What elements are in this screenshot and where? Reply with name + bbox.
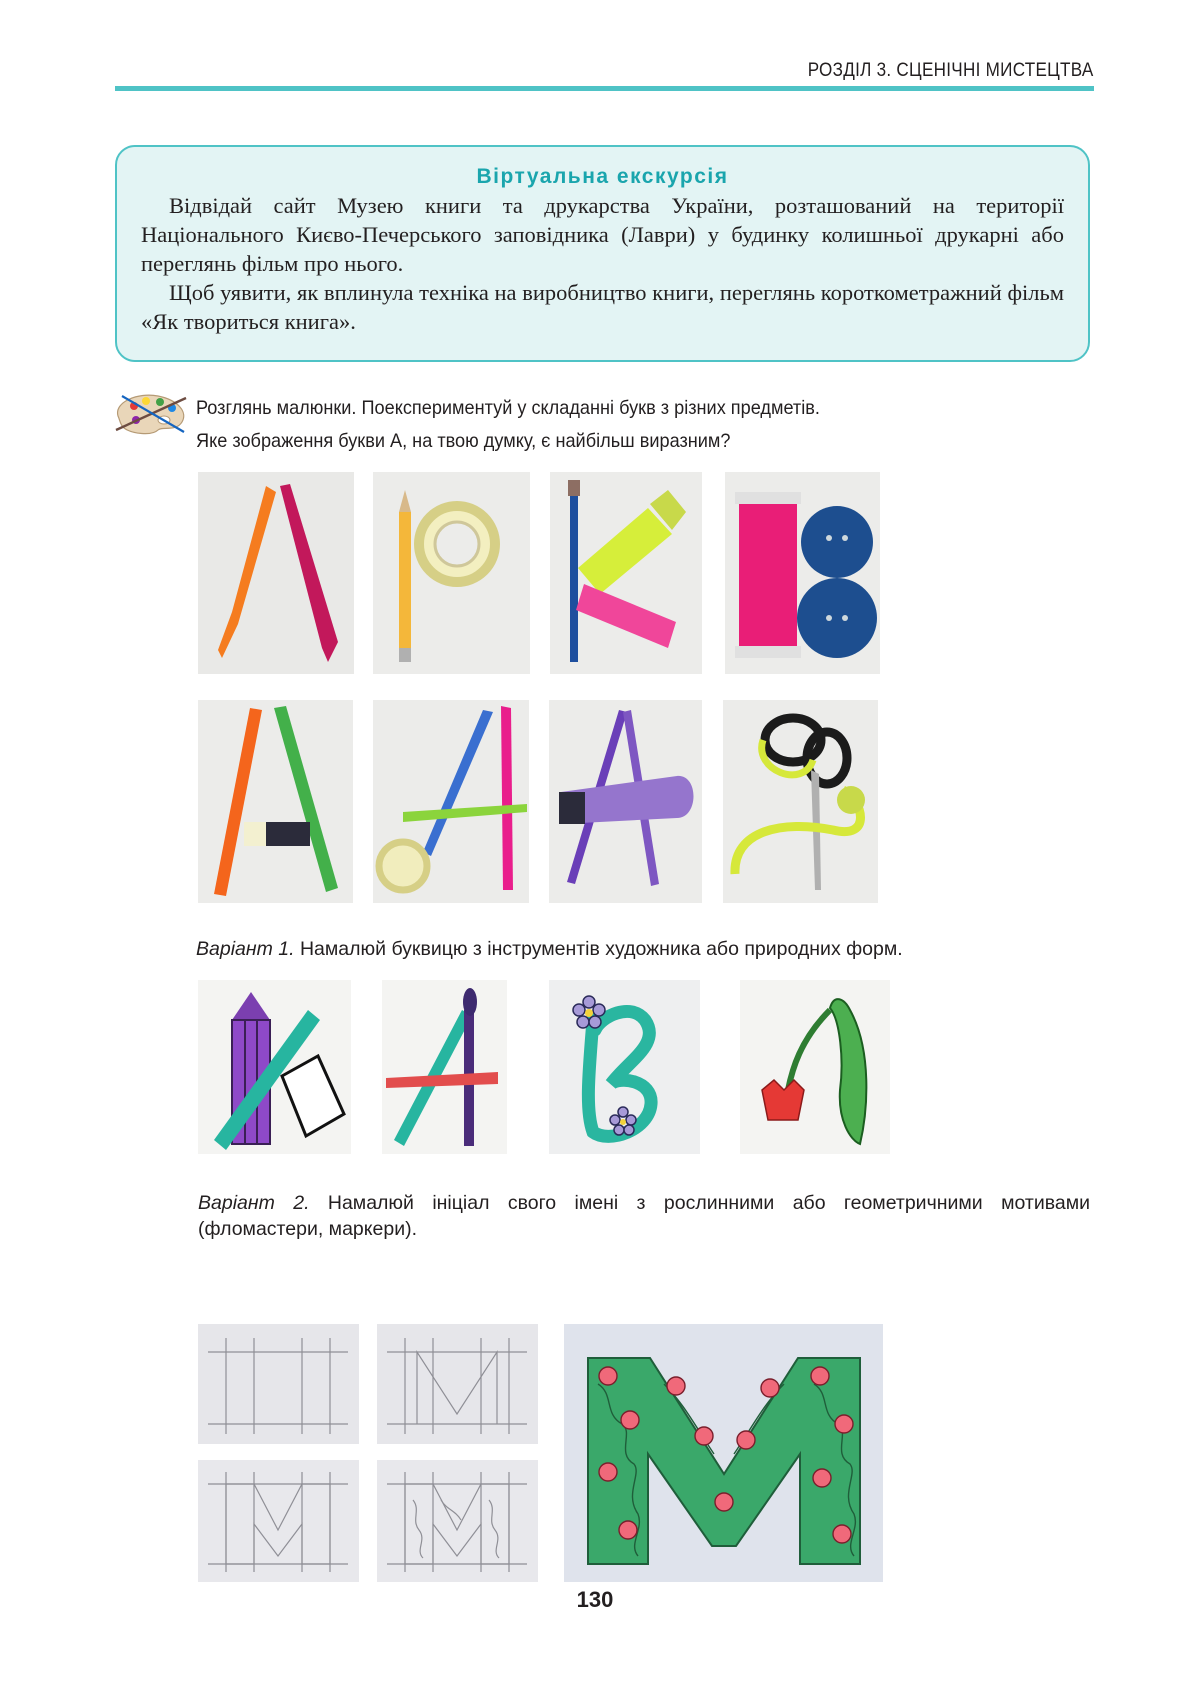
photo-letter-l [198,472,354,674]
drawing-letter-l-tulip [740,980,890,1154]
ornamental-letter-m [564,1324,883,1582]
sketch-step-3 [198,1460,359,1582]
variant-1-label: Варіант 1. [196,938,295,960]
sketch-step-2 [377,1324,538,1444]
header-divider [115,86,1094,91]
task-instruction: Розглянь малюнки. Поекспериментуй у складанні букв з різних предметів. [196,397,820,419]
excursion-paragraph-1: Відвідай сайт Музею книги та друкарства України, розташований на території Національного Києво-Печерського заповідника (Лаври) у будинку колишньої друкарні або переглянь фільм про нього. [141,193,1064,276]
section-title: РОЗДІЛ 3. СЦЕНІЧНІ МИСТЕЦТВА [808,60,1094,81]
drawing-letter-a [382,980,507,1154]
photo-letter-a-pens [373,700,529,903]
drawing-letter-v [549,980,700,1154]
excursion-title: Віртуальна екскурсія [476,165,729,188]
excursion-paragraph-2: Щоб уявити, як вплинула техніка на виробництво книги, переглянь короткометражний фільм «Як твориться книга». [141,280,1064,334]
photo-letter-a-markers [198,700,353,903]
drawing-letter-k [198,980,351,1154]
photo-letter-k [550,472,702,674]
photo-letter-a-scissors [723,700,878,903]
photo-letter-a-highlighter [549,700,702,903]
photo-letter-b [725,472,880,674]
sketch-step-1 [198,1324,359,1444]
virtual-excursion-box [115,145,1090,362]
variant-2-description: Намалюй ініціал свого імені з рослинними або геометричними мотивами (фломастери, маркери). [198,1192,1090,1240]
variant-2-text [198,1190,1090,1242]
photo-letter-r [373,472,530,674]
variant-1-description: Намалюй буквицю з інструментів художника або природних форм. [294,938,903,960]
variant-2-label: Варіант 2. [198,1192,310,1214]
task-question: Яке зображення букви А, на твою думку, є найбільш виразним? [196,430,731,452]
palette-icon [112,390,190,436]
variant-1-text [196,938,903,961]
page-number: 130 [576,1587,614,1612]
sketch-step-4 [377,1460,538,1582]
